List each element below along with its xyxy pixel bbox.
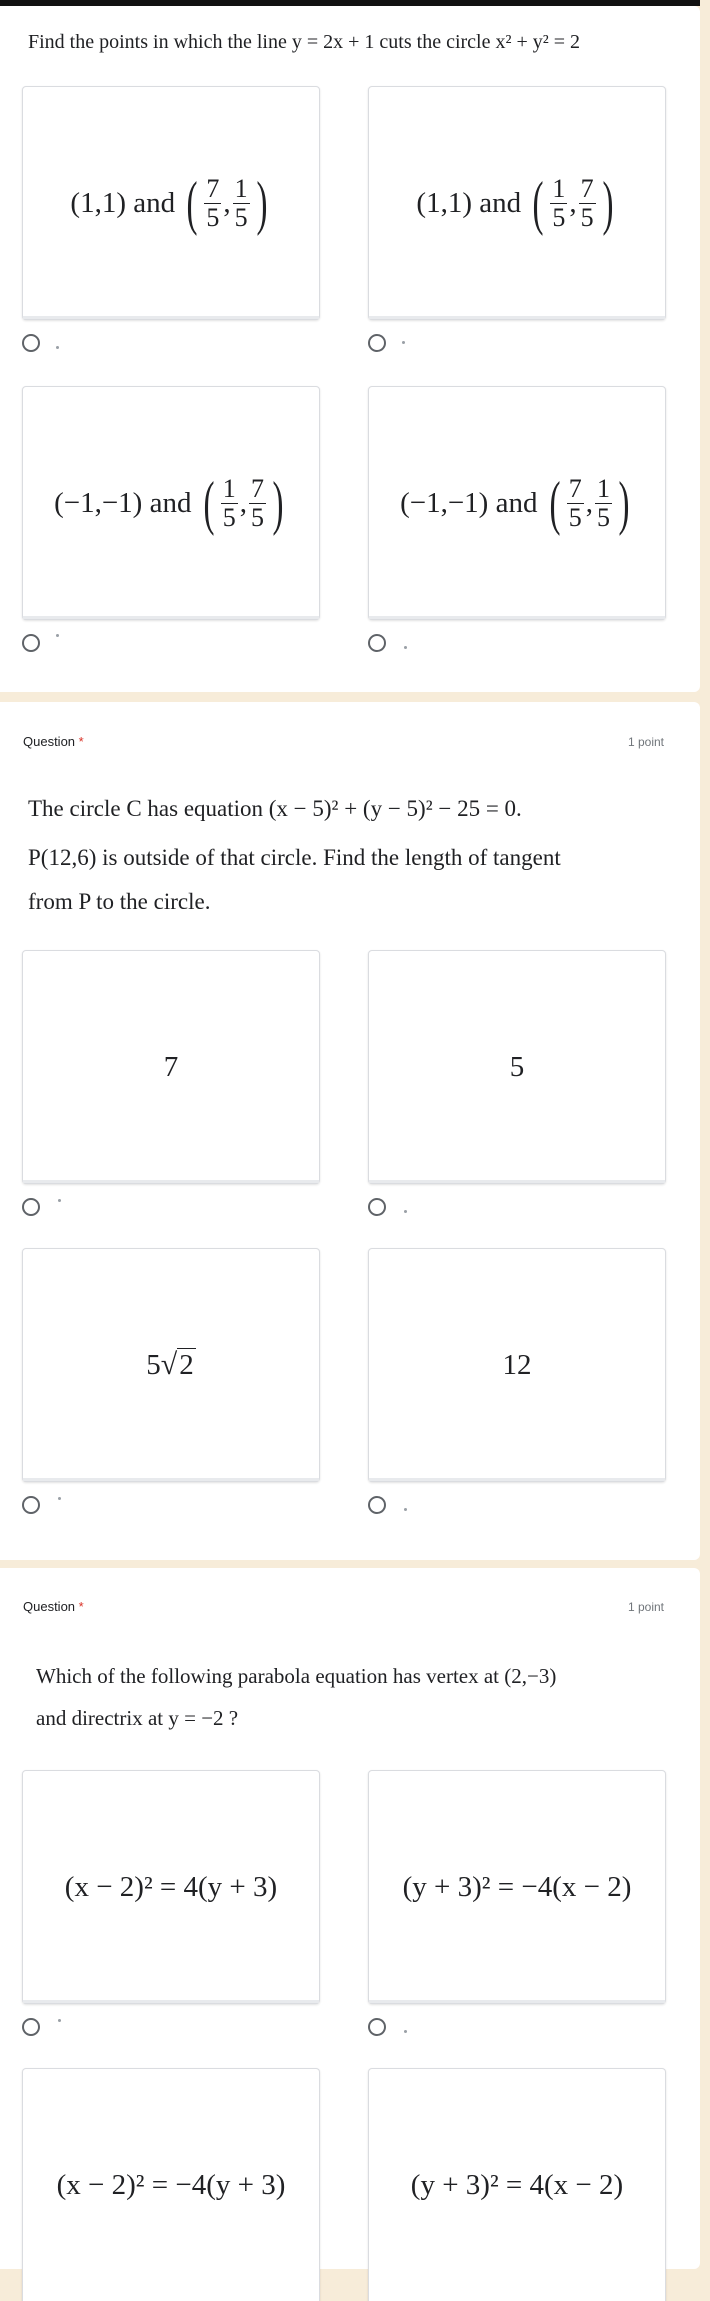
- required-star: *: [78, 1599, 84, 1614]
- dot-marker: [402, 341, 405, 344]
- dot-marker: [404, 1508, 407, 1511]
- q1-radio-d[interactable]: [368, 634, 386, 652]
- q2-radio-b[interactable]: [368, 1198, 386, 1216]
- fraction: $\frac{7}{5}$: [568, 473, 582, 532]
- dot-marker: [404, 646, 407, 649]
- question-2-line-1: The circle C has equation (x − 5)² + (y − 5)² − 25 = 0.: [28, 796, 522, 821]
- option-underline: [23, 616, 319, 619]
- point: (1,1): [70, 186, 126, 219]
- option-underline: [23, 1180, 319, 1183]
- q1-option-c[interactable]: [22, 386, 320, 620]
- q1-option-a-math: (1,1) and ( $\frac{7}{5}$ , $\frac{1}{5}$ ): [70, 170, 268, 236]
- option-underline: [369, 316, 665, 319]
- question-2-line-2: P(12,6) is outside of that circle. Find the length of tangent: [28, 845, 561, 870]
- required-star: *: [78, 734, 84, 749]
- q2-radio-d[interactable]: [368, 1496, 386, 1514]
- dot-marker: [56, 634, 59, 637]
- q3-option-c[interactable]: [22, 2068, 320, 2301]
- and-word: and: [479, 186, 522, 219]
- q1-option-c-math: (−1,−1) and ( $\frac{1}{5}$ , $\frac{7}{5}$ ): [54, 470, 284, 536]
- dot-marker: [404, 2030, 407, 2033]
- q2-option-a[interactable]: [22, 950, 320, 1184]
- q1-option-d[interactable]: [368, 386, 666, 620]
- question-3-points: 1 point: [627, 1600, 664, 1614]
- q2-option-b-math: 5: [509, 1050, 525, 1083]
- and-word: and: [149, 486, 192, 519]
- question-2-line-3: from P to the circle.: [28, 889, 211, 914]
- question-2-label: Question *: [23, 734, 84, 749]
- q2-option-a-math: 7: [163, 1050, 179, 1083]
- q3-option-a-math: (x − 2)² = 4(y + 3): [64, 1870, 278, 1903]
- page-right-margin: [700, 0, 710, 2269]
- option-underline: [369, 1478, 665, 1481]
- q1-radio-a[interactable]: [22, 334, 40, 352]
- fraction: $\frac{1}{5}$: [596, 473, 610, 532]
- q3-option-b[interactable]: [368, 1770, 666, 2004]
- q1-option-b[interactable]: [368, 86, 666, 320]
- square-root: √2: [160, 1348, 194, 1381]
- option-underline: [23, 1478, 319, 1481]
- q2-option-d[interactable]: [368, 1248, 666, 1482]
- dot-marker: [58, 1199, 61, 1202]
- q3-option-d[interactable]: [368, 2068, 666, 2301]
- question-2-points: 1 point: [627, 735, 664, 749]
- question-1-text: Find the points in which the line y = 2x + 1 cuts the circle x² + y² = 2: [28, 31, 581, 53]
- question-3-line-1: Which of the following parabola equation has vertex at (2,−3): [36, 1664, 557, 1688]
- dot-marker: [56, 346, 59, 349]
- fraction: $\frac{7}{5}$: [580, 173, 594, 232]
- and-word: and: [495, 486, 538, 519]
- option-underline: [23, 2000, 319, 2003]
- q1-option-b-math: (1,1) and ( $\frac{1}{5}$ , $\frac{7}{5}$ ): [416, 170, 614, 236]
- fraction: $\frac{7}{5}$: [206, 173, 220, 232]
- q1-radio-c[interactable]: [22, 634, 40, 652]
- q2-radio-a[interactable]: [22, 1198, 40, 1216]
- coefficient: 5: [146, 1348, 161, 1381]
- question-card-3: [0, 1568, 700, 2269]
- question-card-2: [0, 702, 700, 1560]
- option-underline: [369, 2000, 665, 2003]
- q2-option-c[interactable]: [22, 1248, 320, 1482]
- fraction: $\frac{1}{5}$: [234, 173, 248, 232]
- dot-marker: [404, 1210, 407, 1213]
- q1-option-a[interactable]: [22, 86, 320, 320]
- q2-option-b[interactable]: [368, 950, 666, 1184]
- q3-option-c-math: (x − 2)² = −4(y + 3): [56, 2168, 286, 2201]
- fraction: $\frac{1}{5}$: [222, 473, 236, 532]
- q2-radio-c[interactable]: [22, 1496, 40, 1514]
- q1-option-d-math: (−1,−1) and ( $\frac{7}{5}$ , $\frac{1}{5}$ ): [400, 470, 630, 536]
- question-card-1: [0, 6, 700, 692]
- q3-radio-b[interactable]: [368, 2018, 386, 2036]
- point: (1,1): [416, 186, 472, 219]
- q3-option-b-math: (y + 3)² = −4(x − 2): [402, 1870, 632, 1903]
- q1-radio-b[interactable]: [368, 334, 386, 352]
- fraction: $\frac{7}{5}$: [250, 473, 264, 532]
- point: (−1,−1): [400, 486, 489, 519]
- q2-option-c-math: [23, 1249, 319, 1481]
- option-underline: [369, 1180, 665, 1183]
- question-3-label: Question *: [23, 1599, 84, 1614]
- q3-option-d-math: (y + 3)² = 4(x − 2): [410, 2168, 624, 2201]
- option-underline: [369, 616, 665, 619]
- point: (−1,−1): [54, 486, 143, 519]
- fraction: $\frac{1}{5}$: [552, 173, 566, 232]
- q3-radio-a[interactable]: [22, 2018, 40, 2036]
- option-underline: [23, 316, 319, 319]
- dot-marker: [58, 1497, 61, 1500]
- question-3-line-2: and directrix at y = −2 ?: [36, 1706, 239, 1730]
- and-word: and: [133, 186, 176, 219]
- q3-option-a[interactable]: [22, 1770, 320, 2004]
- dot-marker: [58, 2019, 61, 2022]
- q2-option-d-math: 12: [502, 1348, 532, 1381]
